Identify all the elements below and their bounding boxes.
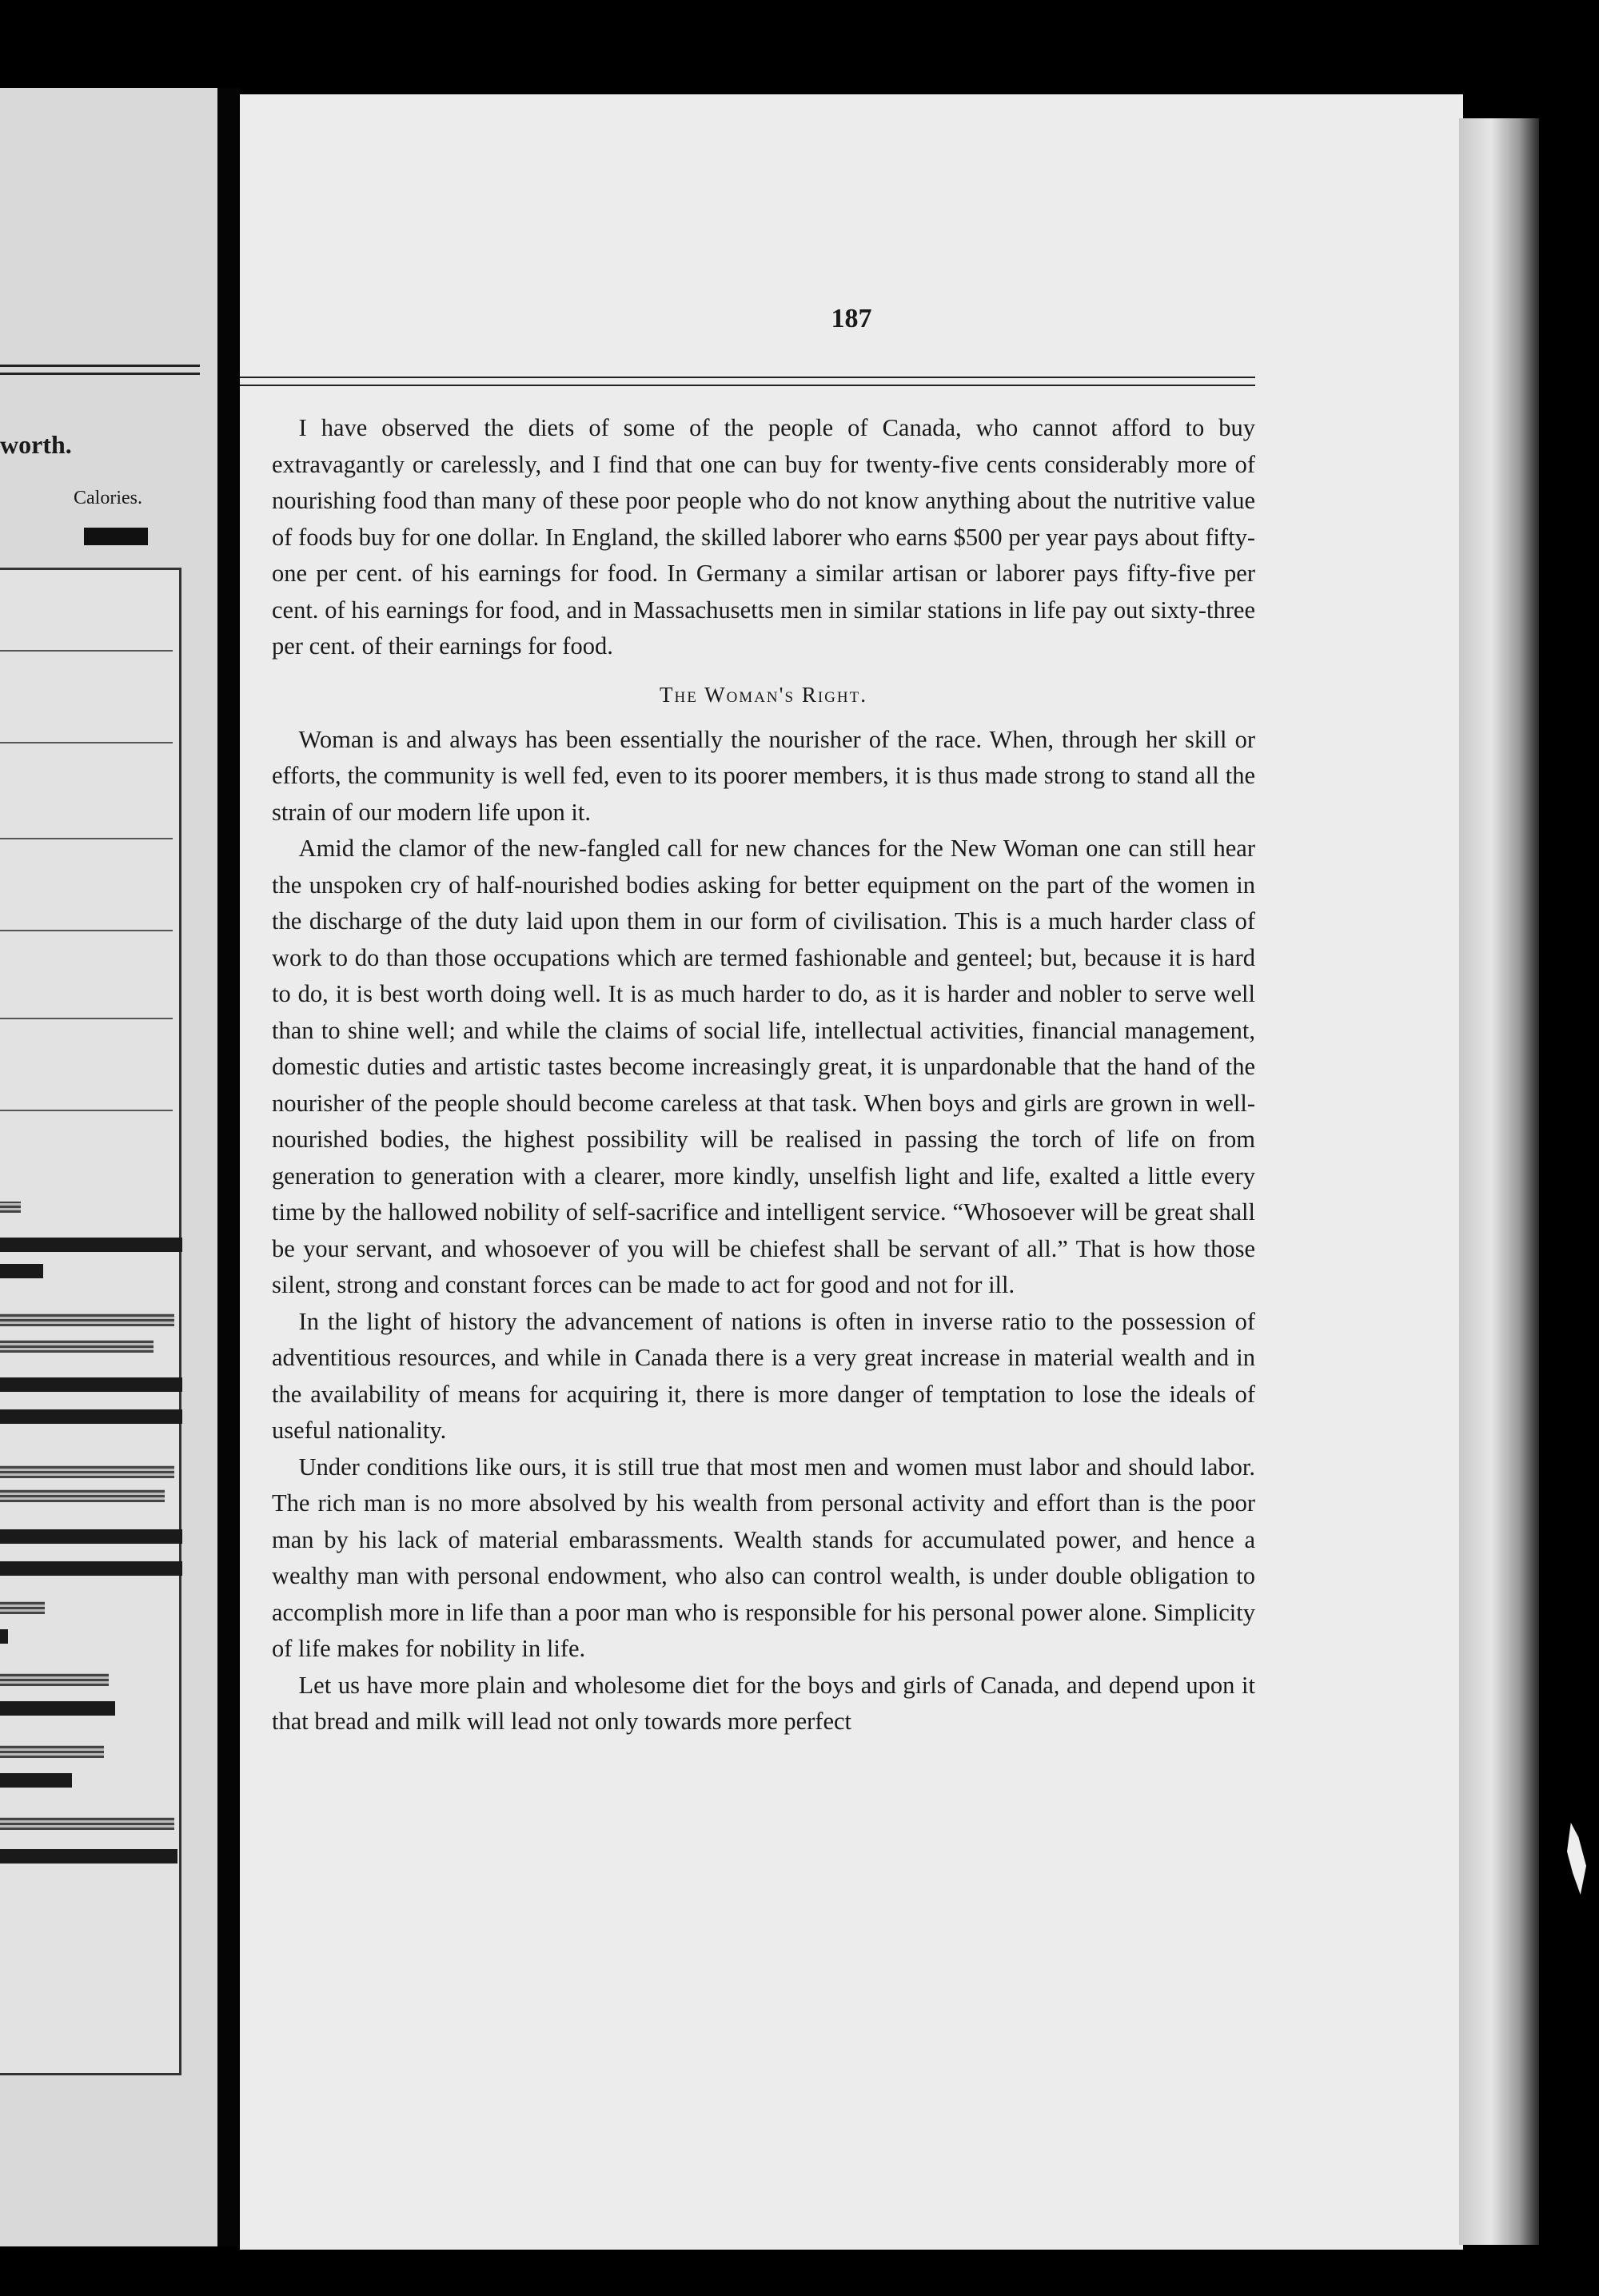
calorie-bar [0,1489,165,1502]
left-page-rule [0,373,200,375]
calories-column-label: Calories. [74,488,142,508]
table-rule [0,650,173,652]
page-stack-edge [1459,118,1539,2245]
section-title: The Woman's Right. [660,682,867,707]
calorie-bar [0,1673,109,1686]
calorie-bar [0,1629,8,1644]
calorie-bar [0,1849,177,1864]
calorie-bar [0,1202,21,1213]
table-rule [0,742,173,743]
calorie-bar [0,1340,154,1353]
book-page [240,94,1463,2250]
calorie-bar [0,1773,72,1788]
paragraph: Woman is and always has been essentially the nourisher of the race. When, through her skill or efforts, the community is well fed, even to its poorer members, it is thus made strong to stand all the strain of our modern life upon it. [272,725,1255,826]
scan-artifact [1567,1823,1586,1895]
paragraph: Amid the clamor of the new-fangled call for new chances for the New Woman one can still hear the unspoken cry of half-nourished bodies asking for better equipment on the part of the women in the discharge of the duty laid upon them in our form of civilisation. This is a much harder class of work to do than those occupations which are termed fashionable and genteel; but, because it is hard to do, it is best worth doing well. It is as much harder to do, as it is harder and nobler to serve well than to shine well; and while the claims of social life, intellectual activities, financial management, domestic duties and artistic tastes become increasingly great, it is unpardonable that the hand of the nourisher of the people should become careless at that task. When boys and girls are grown in well-nourished bodies, the highest possibility will be realised in passing the torch of life on from generation to generation with a clearer, more kindly, unselfish light and life, exalted a little every time by the hallowed nobility of self-sacrifice and intelligent service. “Whosoever will be great shall be your servant, and whosoever of you will be chiefest shall be servant of all.” That is how those silent, strong and constant forces can be made to act for good and not for ill. [272,835,1255,1298]
left-facing-page [0,88,217,2246]
calorie-bar [0,1601,45,1614]
calorie-bar-table [0,568,181,2075]
paragraph: I have observed the diets of some of the people of Canada, who cannot afford to buy extravagantly or carelessly, and I find that one can buy for twenty-five cents considerably more of nourishing food than many of these poor people who do not know anything about the nutritive value of foods buy for one dollar. In England, the skilled laborer who earns $500 per year pays about fifty-one per cent. of his earnings for food. In Germany a similar artisan or laborer pays fifty-five per cent. of his earnings for food, and in Massachusetts men in similar stations in life pay out sixty-three per cent. of their earnings for food. [272,414,1255,660]
calorie-bar [0,1238,182,1252]
table-rule [0,930,173,931]
header-rule [240,377,1255,378]
table-rule [0,1018,173,1019]
calorie-bar [0,1745,104,1758]
paragraph: In the light of history the advancement of nations is often in inverse ratio to the possession of adventitious resources, and while in Canada there is a very great increase in material wealth and in the availability of means for acquiring it, there is more danger of temptation to lose the ideals of useful nationality. [272,1307,1255,1444]
paragraph: Under conditions like ours, it is still true that most men and women must labor and should labor. The rich man is no more absolved by his wealth from personal activity and effort than is the poor man by his lack of material embarassments. Wealth stands for accumulated power, and hence a wealthy man with personal endowment, who also can control wealth, is under double obligation to accomplish more in life than a poor man who is responsible for his personal power alone. Simplicity of life makes for nobility in life. [272,1453,1255,1662]
header-rule [240,385,1255,386]
table-rule [0,838,173,839]
calories-legend-swatch [84,528,148,545]
left-page-rule [0,365,200,367]
calorie-bar [0,1817,174,1830]
calorie-bar [0,1264,43,1278]
calorie-bar [0,1313,174,1326]
calorie-bar [0,1701,115,1716]
calorie-bar [0,1377,182,1392]
calorie-bar [0,1409,182,1424]
paragraph: Let us have more plain and wholesome diet for the boys and girls of Canada, and depend upon it that bread and milk will lead not only towards more perfect [272,1671,1255,1735]
table-rule [0,1110,173,1111]
calorie-bar [0,1561,182,1576]
left-page-heading-fragment: worth. [0,430,72,459]
calorie-bar [0,1465,174,1478]
page-number: 187 [831,304,872,333]
calorie-bar [0,1529,182,1544]
book-spine [217,88,240,2246]
page-body [272,410,1255,1740]
